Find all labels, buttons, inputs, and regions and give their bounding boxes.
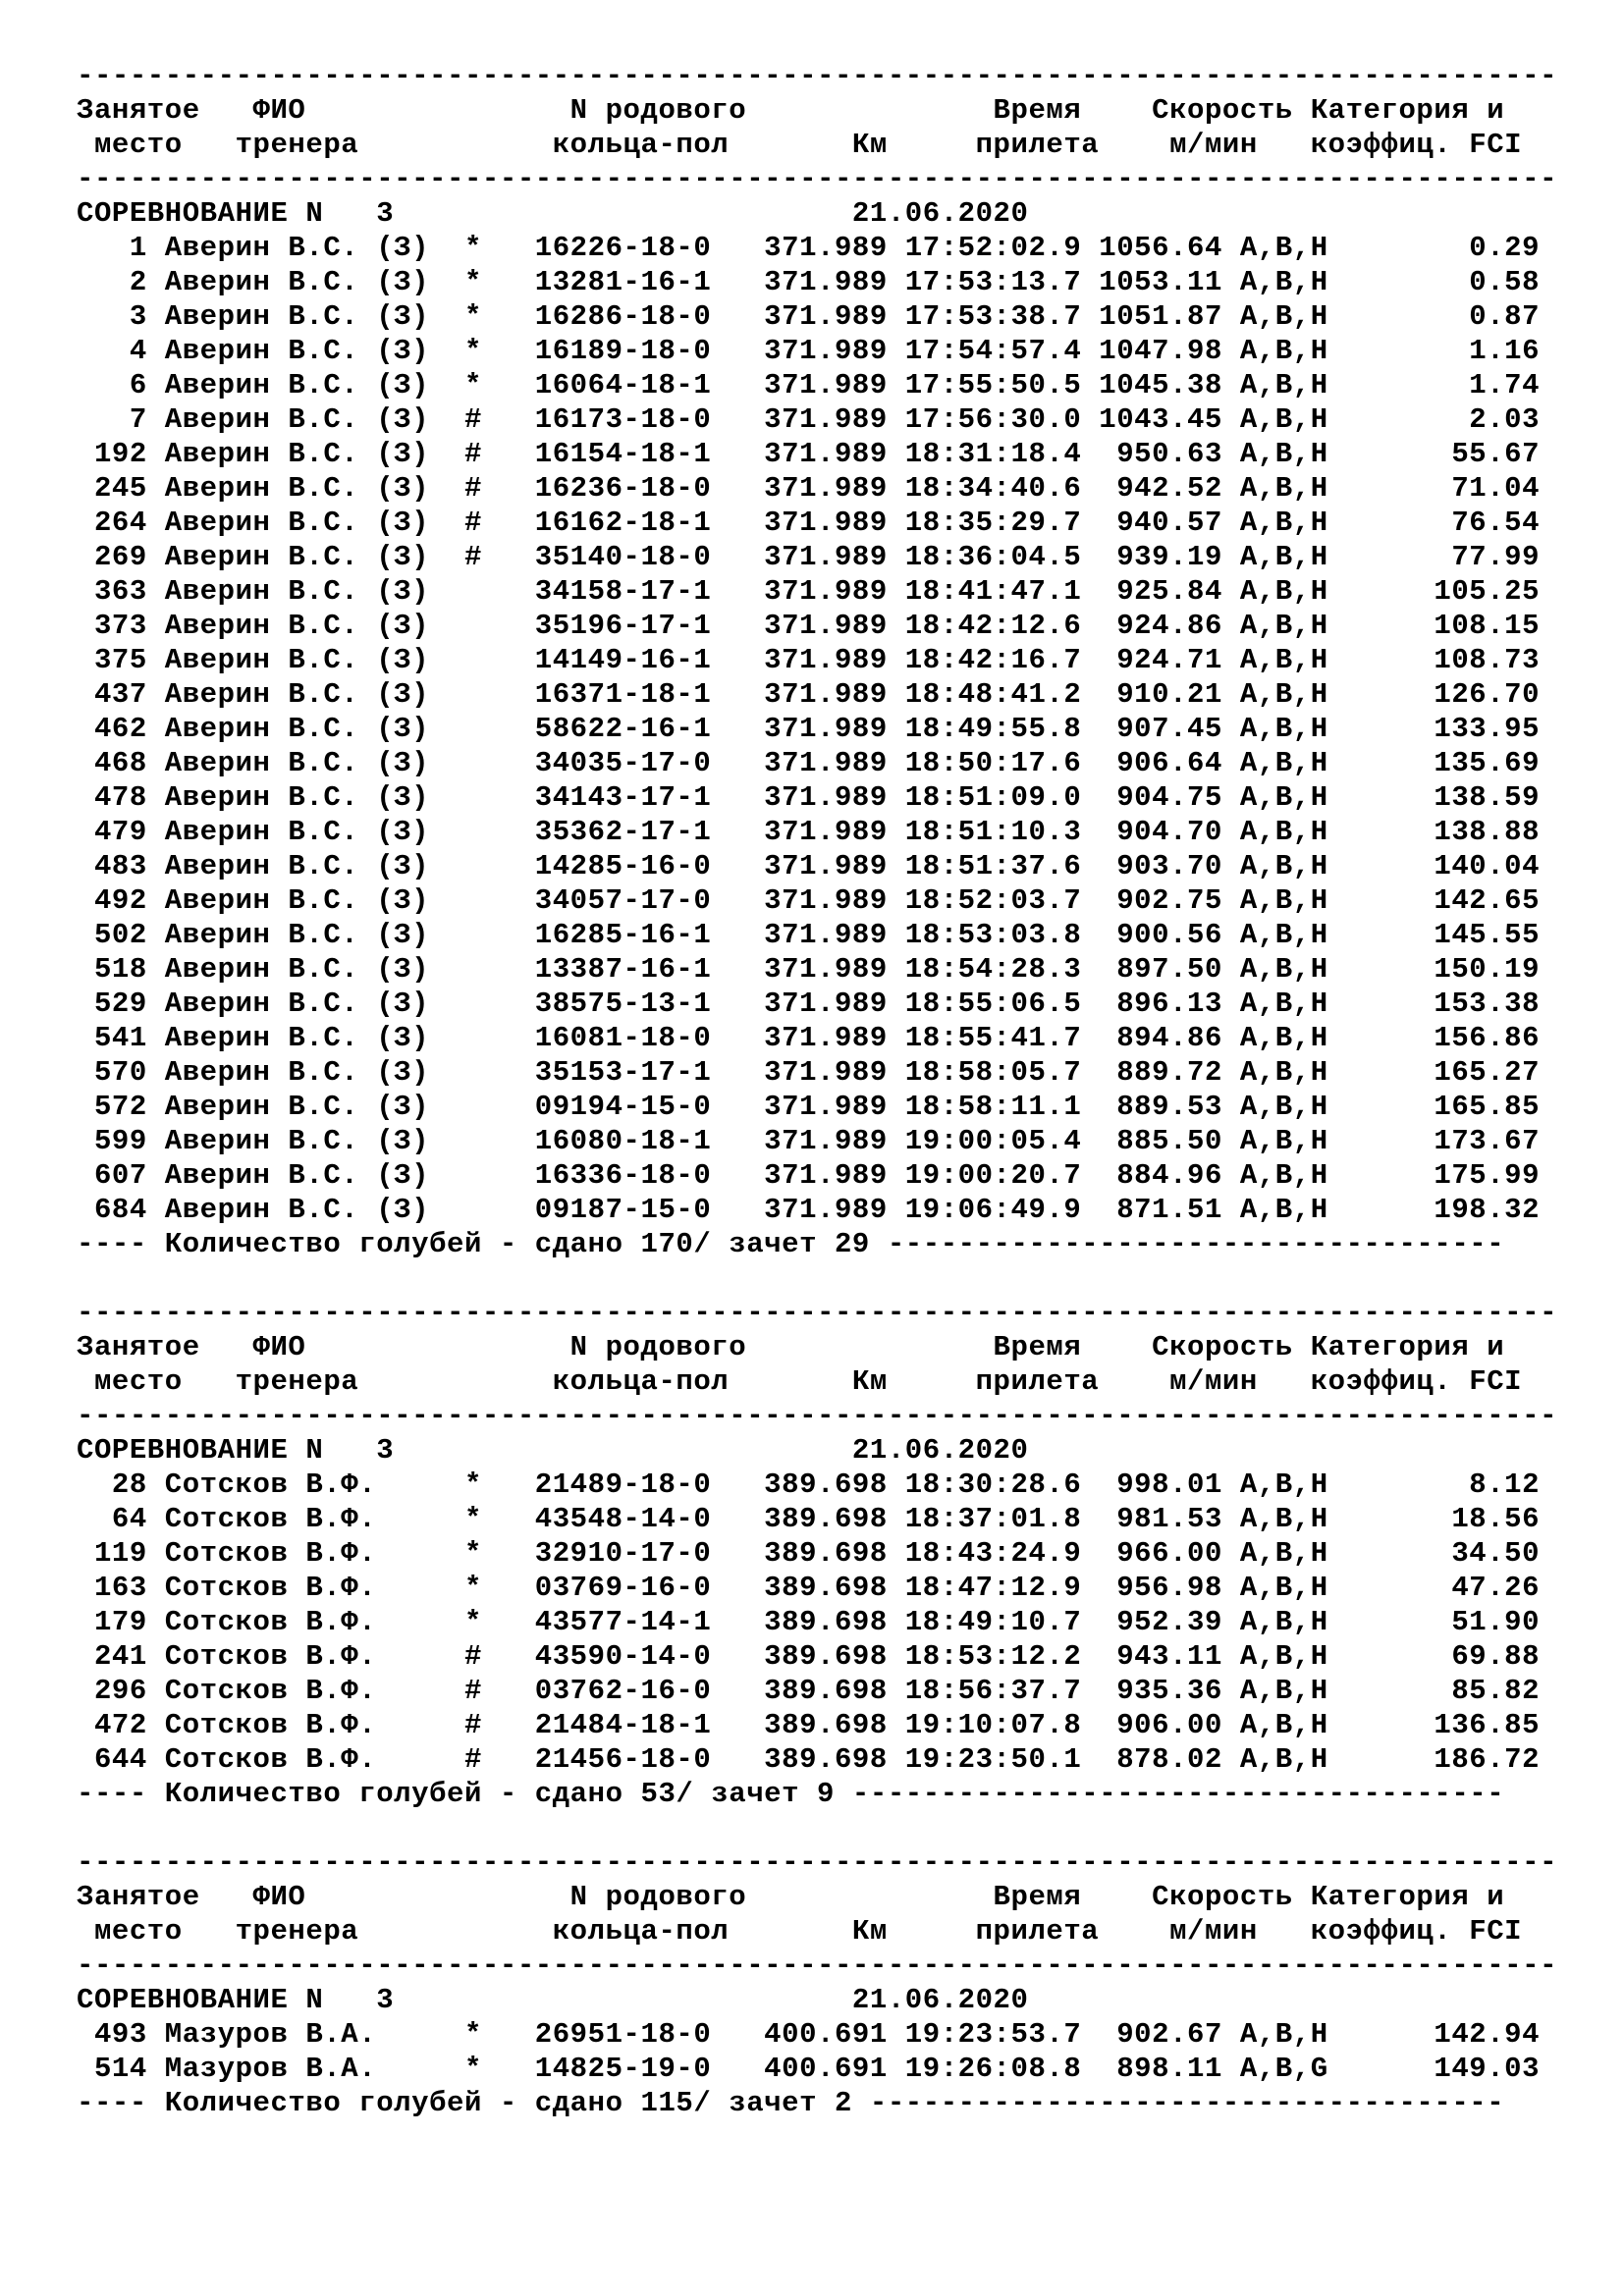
header-rule-bottom: ------------------------------------------------------------------------------------ — [77, 1949, 1558, 1982]
result-row: 28 Сотсков В.Ф. * 21489-18-0 389.698 18:30:28.6 998.01 A,B,H 8.12 — [77, 1468, 1541, 1501]
header-rule-top: ------------------------------------------------------------------------------------ — [77, 60, 1558, 92]
result-row: 3 Аверин В.С. (З) * 16286-18-0 371.989 17:53:38.7 1051.87 A,B,H 0.87 — [77, 300, 1541, 333]
result-row: 6 Аверин В.С. (З) * 16064-18-1 371.989 17:55:50.5 1045.38 A,B,H 1.74 — [77, 369, 1541, 401]
result-row: 599 Аверин В.С. (З) 16080-18-1 371.989 19:00:05.4 885.50 A,B,H 173.67 — [77, 1125, 1541, 1157]
result-row: 514 Мазуров В.А. * 14825-19-0 400.691 19:26:08.8 898.11 A,B,G 149.03 — [77, 2053, 1541, 2085]
results-section — [77, 59, 1557, 1261]
result-row: 4 Аверин В.С. (З) * 16189-18-0 371.989 17:54:57.4 1047.98 A,B,H 1.16 — [77, 335, 1541, 367]
result-row: 472 Сотсков В.Ф. # 21484-18-1 389.698 19:10:07.8 906.00 A,B,H 136.85 — [77, 1709, 1541, 1741]
section-spacer — [77, 1811, 1557, 1845]
header-rule-top: ------------------------------------------------------------------------------------ — [77, 1846, 1558, 1879]
competition-title: СОРЕВНОВАНИЕ N 3 21.06.2020 — [77, 197, 1029, 230]
column-header-row-1: Занятое ФИО N родового Время Скорость Категория и — [77, 1881, 1505, 1913]
result-row: 163 Сотсков В.Ф. * 03769-16-0 389.698 18:47:12.9 956.98 A,B,H 47.26 — [77, 1572, 1541, 1604]
result-row: 119 Сотсков В.Ф. * 32910-17-0 389.698 18:43:24.9 966.00 A,B,H 34.50 — [77, 1537, 1541, 1570]
result-row: 541 Аверин В.С. (З) 16081-18-0 371.989 18:55:41.7 894.86 A,B,H 156.86 — [77, 1022, 1541, 1054]
column-header-row-1: Занятое ФИО N родового Время Скорость Категория и — [77, 94, 1505, 127]
result-row: 572 Аверин В.С. (З) 09194-15-0 371.989 18:58:11.1 889.53 A,B,H 165.85 — [77, 1091, 1541, 1123]
result-row: 492 Аверин В.С. (З) 34057-17-0 371.989 18:52:03.7 902.75 A,B,H 142.65 — [77, 884, 1541, 917]
result-row: 684 Аверин В.С. (З) 09187-15-0 371.989 19:06:49.9 871.51 A,B,H 198.32 — [77, 1194, 1541, 1226]
header-rule-bottom: ------------------------------------------------------------------------------------ — [77, 163, 1558, 195]
competition-title: СОРЕВНОВАНИЕ N 3 21.06.2020 — [77, 1984, 1029, 2016]
result-row: 373 Аверин В.С. (З) 35196-17-1 371.989 18:42:12.6 924.86 A,B,H 108.15 — [77, 610, 1541, 642]
section-spacer — [77, 1261, 1557, 1296]
race-results-report — [77, 59, 1557, 2120]
result-row: 502 Аверин В.С. (З) 16285-16-1 371.989 18:53:03.8 900.56 A,B,H 145.55 — [77, 919, 1541, 951]
column-header-row-2: место тренера кольца-пол Км прилета м/мин коэффиц. FCI — [77, 1365, 1523, 1398]
section-summary: ---- Количество голубей - сдано 170/ зачет 29 ----------------------------------- — [77, 1228, 1505, 1260]
result-row: 529 Аверин В.С. (З) 38575-13-1 371.989 18:55:06.5 896.13 A,B,H 153.38 — [77, 988, 1541, 1020]
result-row: 570 Аверин В.С. (З) 35153-17-1 371.989 18:58:05.7 889.72 A,B,H 165.27 — [77, 1056, 1541, 1089]
header-rule-bottom: ------------------------------------------------------------------------------------ — [77, 1400, 1558, 1432]
section-summary: ---- Количество голубей - сдано 53/ зачет 9 ------------------------------------- — [77, 1778, 1505, 1810]
result-row: 363 Аверин В.С. (З) 34158-17-1 371.989 18:41:47.1 925.84 A,B,H 105.25 — [77, 575, 1541, 608]
result-row: 607 Аверин В.С. (З) 16336-18-0 371.989 19:00:20.7 884.96 A,B,H 175.99 — [77, 1159, 1541, 1192]
results-section — [77, 1811, 1557, 2120]
result-row: 644 Сотсков В.Ф. # 21456-18-0 389.698 19:23:50.1 878.02 A,B,H 186.72 — [77, 1743, 1541, 1776]
section-summary: ---- Количество голубей - сдано 115/ зачет 2 ------------------------------------ — [77, 2087, 1505, 2119]
header-rule-top: ------------------------------------------------------------------------------------ — [77, 1297, 1558, 1329]
result-row: 192 Аверин В.С. (З) # 16154-18-1 371.989 18:31:18.4 950.63 A,B,H 55.67 — [77, 438, 1541, 470]
column-header-row-2: место тренера кольца-пол Км прилета м/мин коэффиц. FCI — [77, 129, 1523, 161]
result-row: 468 Аверин В.С. (З) 34035-17-0 371.989 18:50:17.6 906.64 A,B,H 135.69 — [77, 747, 1541, 779]
result-row: 245 Аверин В.С. (З) # 16236-18-0 371.989 18:34:40.6 942.52 A,B,H 71.04 — [77, 472, 1541, 505]
result-row: 437 Аверин В.С. (З) 16371-18-1 371.989 18:48:41.2 910.21 A,B,H 126.70 — [77, 678, 1541, 711]
result-row: 479 Аверин В.С. (З) 35362-17-1 371.989 18:51:10.3 904.70 A,B,H 138.88 — [77, 816, 1541, 848]
result-row: 375 Аверин В.С. (З) 14149-16-1 371.989 18:42:16.7 924.71 A,B,H 108.73 — [77, 644, 1541, 676]
result-row: 64 Сотсков В.Ф. * 43548-14-0 389.698 18:37:01.8 981.53 A,B,H 18.56 — [77, 1503, 1541, 1535]
results-section — [77, 1261, 1557, 1811]
competition-title: СОРЕВНОВАНИЕ N 3 21.06.2020 — [77, 1434, 1029, 1467]
result-row: 7 Аверин В.С. (З) # 16173-18-0 371.989 17:56:30.0 1043.45 A,B,H 2.03 — [77, 403, 1541, 436]
result-row: 264 Аверин В.С. (З) # 16162-18-1 371.989 18:35:29.7 940.57 A,B,H 76.54 — [77, 507, 1541, 539]
column-header-row-1: Занятое ФИО N родового Время Скорость Категория и — [77, 1331, 1505, 1363]
result-row: 1 Аверин В.С. (З) * 16226-18-0 371.989 17:52:02.9 1056.64 A,B,H 0.29 — [77, 232, 1541, 264]
result-row: 269 Аверин В.С. (З) # 35140-18-0 371.989 18:36:04.5 939.19 A,B,H 77.99 — [77, 541, 1541, 573]
column-header-row-2: место тренера кольца-пол Км прилета м/мин коэффиц. FCI — [77, 1915, 1523, 1948]
result-row: 296 Сотсков В.Ф. # 03762-16-0 389.698 18:56:37.7 935.36 A,B,H 85.82 — [77, 1675, 1541, 1707]
result-row: 483 Аверин В.С. (З) 14285-16-0 371.989 18:51:37.6 903.70 A,B,H 140.04 — [77, 850, 1541, 882]
result-row: 2 Аверин В.С. (З) * 13281-16-1 371.989 17:53:13.7 1053.11 A,B,H 0.58 — [77, 266, 1541, 298]
result-row: 478 Аверин В.С. (З) 34143-17-1 371.989 18:51:09.0 904.75 A,B,H 138.59 — [77, 781, 1541, 814]
result-row: 518 Аверин В.С. (З) 13387-16-1 371.989 18:54:28.3 897.50 A,B,H 150.19 — [77, 953, 1541, 986]
result-row: 493 Мазуров В.А. * 26951-18-0 400.691 19:23:53.7 902.67 A,B,H 142.94 — [77, 2018, 1541, 2051]
result-row: 179 Сотсков В.Ф. * 43577-14-1 389.698 18:49:10.7 952.39 A,B,H 51.90 — [77, 1606, 1541, 1638]
result-row: 241 Сотсков В.Ф. # 43590-14-0 389.698 18:53:12.2 943.11 A,B,H 69.88 — [77, 1640, 1541, 1673]
result-row: 462 Аверин В.С. (З) 58622-16-1 371.989 18:49:55.8 907.45 A,B,H 133.95 — [77, 713, 1541, 745]
